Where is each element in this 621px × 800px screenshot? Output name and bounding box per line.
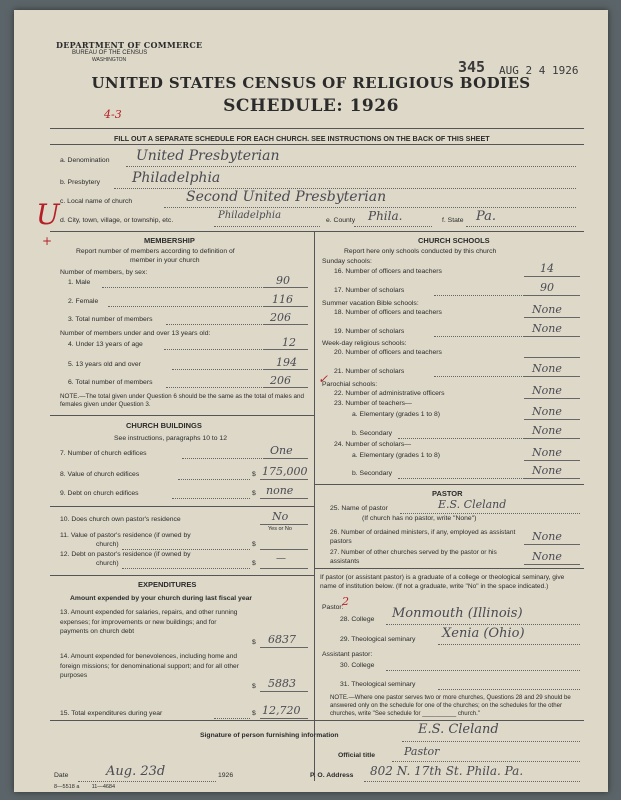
leader	[166, 324, 264, 325]
q26-label: 26. Number of ordained ministers, if any, employed as assistant pastors	[330, 529, 516, 545]
q9-value: none	[266, 484, 294, 497]
q27-label: 27. Number of other churches served by the pastor or his assistants	[330, 549, 497, 565]
q14-label: 14. Amount expended for benevolences, including home and foreign missions; for denominational support; and for all other purposes	[60, 653, 239, 679]
answer-line	[524, 564, 580, 565]
q6-value: 206	[270, 374, 291, 387]
yes-no-hint: Yes or No	[268, 526, 292, 532]
local-name-value: Second United Presbyterian	[186, 189, 387, 205]
divider	[50, 231, 584, 232]
leader	[102, 287, 264, 288]
divider	[50, 575, 314, 576]
membership-intro: member in your church	[130, 257, 200, 264]
q12-dash: —	[276, 553, 286, 564]
pastor-note: NOTE.—Where one pastor serves two or more churches, Questions 28 and 29 should be answered only on the schedule for one of the churches; on the schedules for the other churches, write "See schedule for __________ church."	[330, 694, 571, 717]
q24-label: 24. Number of scholars—	[334, 441, 412, 448]
form-title: UNITED STATES CENSUS OF RELIGIOUS BODIES	[91, 74, 531, 92]
answer-line	[524, 460, 580, 461]
schools-sub: Report here only schools conducted by this church	[344, 248, 497, 255]
answer-line	[524, 276, 580, 277]
answer-line	[386, 624, 580, 625]
presbytery-label: b. Presbytery	[60, 179, 101, 186]
leader	[164, 349, 264, 350]
age-intro: Number of members under and over 13 years old:	[60, 330, 211, 337]
pastor-label: Pastor:	[322, 604, 344, 611]
q15-label: 15. Total expenditures during year	[60, 710, 163, 717]
q30-label: 30. College	[340, 662, 375, 669]
q4-value: 12	[282, 336, 296, 349]
q28-value: Monmouth (Illinois)	[392, 606, 523, 621]
divider	[50, 415, 314, 416]
q28-label: 28. College	[340, 616, 375, 623]
leader	[166, 387, 264, 388]
pastor-heading: PASTOR	[432, 489, 463, 498]
answer-line	[438, 689, 580, 690]
divider	[50, 506, 314, 507]
q1-label: 1. Male	[68, 279, 91, 286]
q23b-value: None	[532, 424, 562, 437]
answer-line	[386, 670, 580, 671]
q1-value: 90	[276, 274, 290, 287]
signature-value: E.S. Cleland	[418, 722, 499, 737]
county-label: e. County	[326, 217, 356, 224]
answer-line	[524, 438, 580, 439]
answer-line	[264, 287, 308, 288]
answer-line	[260, 498, 308, 499]
answer-line	[524, 295, 580, 296]
q7-value: One	[270, 444, 293, 457]
q29-value: Xenia (Ohio)	[442, 626, 525, 641]
stamp-number: 345	[458, 58, 486, 76]
underline	[164, 207, 576, 208]
answer-line	[364, 781, 580, 782]
county-value: Phila.	[368, 209, 403, 223]
code-mark: 4-3	[104, 108, 122, 121]
q16-value: 14	[540, 262, 554, 275]
signature-label: Signature of person furnishing information	[200, 732, 339, 739]
q13-label: 13. Amount expended for salaries, repairs, and other running expenses; for improvements or new buildings; and for payments on church debt	[60, 609, 238, 635]
q22-label: 22. Number of administrative officers	[334, 390, 445, 397]
divider	[50, 144, 584, 145]
underline	[354, 226, 432, 227]
q18-label: 18. Number of officers and teachers	[334, 309, 442, 316]
q13-value: 6837	[268, 633, 296, 646]
q10-label: 10. Does church own pastor's residence	[60, 516, 181, 523]
dollar-sign: $	[252, 639, 256, 646]
q3-label: 3. Total number of members	[68, 316, 153, 323]
stamp-date: AUG 2 4 1926	[499, 64, 579, 77]
answer-line	[264, 324, 308, 325]
answer-line	[524, 419, 580, 420]
underline	[466, 226, 576, 227]
q14-value: 5883	[268, 677, 296, 690]
dollar-sign: $	[252, 471, 256, 478]
leader	[434, 295, 524, 296]
membership-note: NOTE.—The total given under Question 6 should be the same as the total of males and females given under Question 3.	[60, 393, 304, 408]
buildings-heading: CHURCH BUILDINGS	[126, 421, 202, 430]
instruction: FILL OUT A SEPARATE SCHEDULE FOR EACH CHURCH. SEE INSTRUCTIONS ON THE BACK OF THIS SHEET	[114, 134, 490, 143]
leader	[122, 568, 250, 569]
expenditures-heading: EXPENDITURES	[138, 580, 197, 589]
answer-line	[264, 458, 308, 459]
divider	[50, 128, 584, 129]
leader	[214, 718, 250, 719]
state-value: Pa.	[476, 209, 497, 224]
city-label: d. City, town, village, or township, etc.	[60, 217, 174, 224]
answer-line	[524, 317, 580, 318]
weekday-label: Week-day religious schools:	[322, 340, 407, 347]
q9-label: 9. Debt on church edifices	[60, 490, 139, 497]
q5-value: 194	[276, 356, 297, 369]
margin-mark: U	[36, 198, 60, 231]
underline	[126, 166, 576, 167]
schools-heading: CHURCH SCHOOLS	[418, 236, 490, 245]
leader	[398, 438, 524, 439]
answer-line	[260, 691, 308, 692]
answer-line	[402, 741, 580, 742]
answer-line	[264, 387, 308, 388]
answer-line	[264, 349, 308, 350]
po-address-value: 802 N. 17th St. Phila. Pa.	[370, 764, 524, 778]
answer-line	[260, 647, 308, 648]
assistant-label: Assistant pastor:	[322, 651, 373, 658]
q23b-label: b. Secondary	[352, 430, 393, 437]
denomination-label: a. Denomination	[60, 157, 110, 164]
q12-label-cont: church)	[96, 560, 119, 567]
leader	[398, 478, 524, 479]
membership-heading: MEMBERSHIP	[144, 236, 195, 245]
q24b-label: b. Secondary	[352, 470, 393, 477]
answer-line	[260, 524, 308, 525]
q29-label: 29. Theological seminary	[340, 636, 416, 643]
q25-label: 25. Name of pastor	[330, 505, 388, 512]
q5-label: 5. 13 years old and over	[68, 361, 141, 368]
membership-intro: Report number of members according to definition of	[76, 248, 235, 255]
dollar-sign: $	[252, 560, 256, 567]
q8-label: 8. Value of church edifices	[60, 471, 140, 478]
q2-label: 2. Female	[68, 298, 99, 305]
q23a-value: None	[532, 405, 562, 418]
leader	[434, 336, 524, 337]
answer-line	[264, 369, 308, 370]
graduate-note: If pastor (or assistant pastor) is a graduate of a college or theological seminary, give name of institution below. (If not a graduate, write "No" in the space indicated.)	[320, 574, 565, 590]
q27-value: None	[532, 550, 562, 563]
q23-label: 23. Number of teachers—	[334, 400, 412, 407]
dollar-sign: $	[252, 541, 256, 548]
answer-line	[524, 398, 580, 399]
q31-label: 31. Theological seminary	[340, 681, 416, 688]
answer-line	[260, 479, 308, 480]
q22-value: None	[532, 384, 562, 397]
answer-line	[78, 781, 216, 782]
answer-line	[524, 478, 580, 479]
census-form	[14, 10, 608, 792]
q11-label-cont: church)	[96, 541, 119, 548]
q2-value: 116	[272, 293, 293, 306]
q18-value: None	[532, 303, 562, 316]
answer-line	[524, 336, 580, 337]
date-value: Aug. 23d	[106, 764, 166, 779]
dollar-sign: $	[252, 683, 256, 690]
red-check: ✓	[318, 372, 329, 386]
presbytery-value: Philadelphia	[132, 170, 221, 186]
by-sex-label: Number of members, by sex:	[60, 269, 148, 276]
q6-label: 6. Total number of members	[68, 379, 153, 386]
buildings-sub: See instructions, paragraphs 10 to 12	[114, 435, 227, 442]
dollar-sign: $	[252, 710, 256, 717]
city-value: Philadelphia	[218, 210, 282, 221]
answer-line	[392, 761, 580, 762]
leader	[172, 498, 250, 499]
q24a-value: None	[532, 446, 562, 459]
leader	[122, 549, 250, 550]
leader	[108, 306, 264, 307]
answer-line	[524, 544, 580, 545]
answer-line	[400, 513, 580, 514]
q12-label: 12. Debt on pastor's residence (if owned by	[60, 551, 191, 558]
q21-value: None	[532, 362, 562, 375]
q19-value: None	[532, 322, 562, 335]
underline	[214, 226, 320, 227]
column-divider	[314, 231, 315, 781]
bureau: BUREAU OF THE CENSUS	[72, 50, 148, 56]
q20-label: 20. Number of officers and teachers	[334, 349, 442, 356]
q3-value: 206	[270, 311, 291, 324]
parochial-label: Parochial schools:	[322, 381, 378, 388]
denomination-value: United Presbyterian	[136, 148, 280, 164]
q10-value: No	[272, 510, 289, 523]
leader	[182, 458, 264, 459]
q8-value: 175,000	[262, 465, 308, 478]
q23a-label: a. Elementary (grades 1 to 8)	[352, 411, 441, 418]
q17-label: 17. Number of scholars	[334, 287, 405, 294]
leader	[434, 376, 524, 377]
leader	[172, 369, 264, 370]
local-name-label: c. Local name of church	[60, 198, 133, 205]
red-mark: 2	[342, 595, 349, 608]
q16-label: 16. Number of officers and teachers	[334, 268, 442, 275]
answer-line	[524, 376, 580, 377]
q24a-label: a. Elementary (grades 1 to 8)	[352, 452, 441, 459]
official-title-label: Official title	[338, 752, 376, 759]
dollar-sign: $	[252, 490, 256, 497]
answer-line	[438, 644, 580, 645]
q21-label: 21. Number of scholars	[334, 368, 405, 375]
q7-label: 7. Number of church edifices	[60, 450, 147, 457]
q19-label: 19. Number of scholars	[334, 328, 405, 335]
q25-hint: (If church has no pastor, write "None")	[362, 515, 477, 522]
date-year: 1926	[218, 772, 234, 779]
official-title-value: Pastor	[404, 745, 440, 758]
expenditures-sub: Amount expended by your church during last fiscal year	[70, 595, 253, 602]
form-code: 8—5518 a 11—4684	[54, 784, 116, 790]
answer-line	[260, 549, 308, 550]
washington: WASHINGTON	[92, 57, 127, 63]
summer-label: Summer vacation Bible schools:	[322, 300, 419, 307]
schedule-title: SCHEDULE: 1926	[223, 96, 399, 116]
answer-line	[524, 357, 580, 358]
q11-label: 11. Value of pastor's residence (if owned by	[60, 532, 191, 539]
q4-label: 4. Under 13 years of age	[68, 341, 143, 348]
margin-plus: +	[42, 234, 53, 248]
answer-line	[264, 306, 308, 307]
sunday-label: Sunday schools:	[322, 258, 372, 265]
state-label: f. State	[442, 217, 464, 224]
q17-value: 90	[540, 281, 554, 294]
department: DEPARTMENT OF COMMERCE	[56, 40, 203, 50]
divider	[50, 720, 584, 721]
po-address-label: P. O. Address	[310, 772, 354, 779]
q25-value: E.S. Cleland	[438, 498, 507, 511]
q15-value: 12,720	[262, 704, 301, 717]
leader	[178, 479, 250, 480]
divider	[314, 484, 584, 485]
q24b-value: None	[532, 464, 562, 477]
answer-line	[260, 718, 308, 719]
date-label: Date	[54, 772, 69, 779]
q26-value: None	[532, 530, 562, 543]
answer-line	[260, 568, 308, 569]
divider	[314, 568, 584, 569]
